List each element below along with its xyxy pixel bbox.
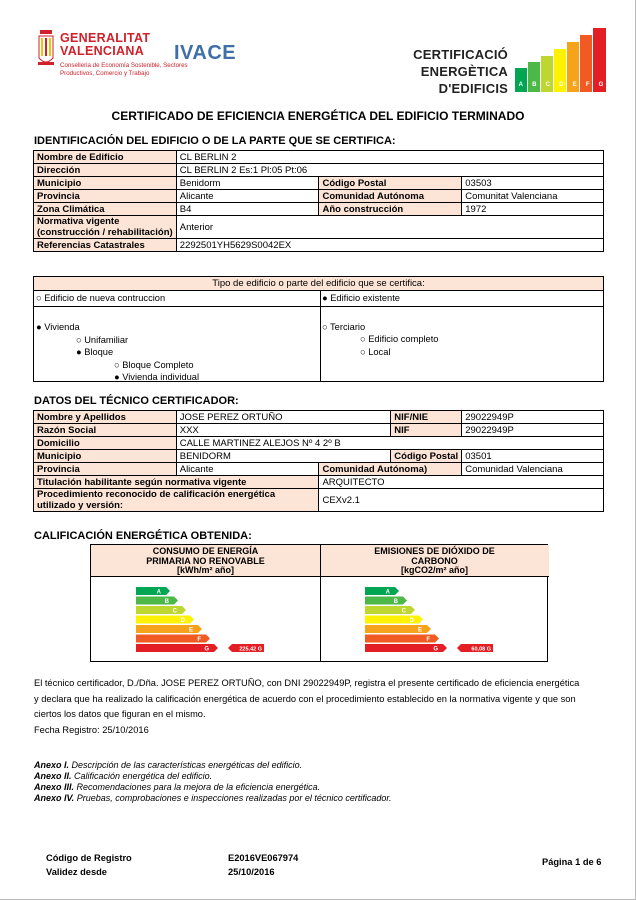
tipo-divider [320,307,321,381]
declaracion-line3: ciertos los datos que figuran en el mismo. [34,709,206,720]
ref-catastral-value: 2292501YH5629S0042EX [176,239,603,252]
certificacio-line2: ENERGÈTICA D'EDIFICIS [420,64,508,96]
anexo-2-label: Anexo II. [34,771,72,781]
emisiones-letter-a: A [385,589,390,596]
tecnico-comunidad-value: Comunidad Valenciana [462,463,604,476]
titulacion-label: Titulación habilitante según normativa vigente [34,476,319,489]
tecnico-provincia-label: Provincia [34,463,177,476]
codigo-registro-label: Código de Registro [46,853,132,863]
razon-social-label: Razón Social [34,424,177,437]
titulacion-value: ARQUITECTO [319,476,604,489]
eco-letter: D [559,82,564,88]
domicilio-value: CALLE MARTINEZ ALEJOS Nº 4 2º B [176,437,603,450]
nueva-construccion-label: Edificio de nueva contruccion [44,293,166,303]
consumo-header [91,545,320,577]
eco-letter: F [585,82,590,88]
emisiones-letter-e: E [417,627,422,634]
tecnico-comunidad-label: Comunidad Autónoma) [319,463,462,476]
direccion-label: Dirección [34,164,177,177]
consumo-letter-e: E [188,627,193,634]
consumo-bar-a [136,587,170,595]
anexo-3 [34,782,392,793]
anio-construccion-value: 1972 [462,203,604,216]
emisiones-letter-f: F [426,637,430,643]
radio-vivienda-individual[interactable]: ● Vivienda individual [114,372,200,382]
radio-unifamiliar[interactable]: ○ Unifamiliar [76,335,129,345]
tecnico-table [33,410,604,512]
emisiones-letter-g: G [433,646,438,653]
consumo-value-label: 225,42 G [239,646,262,653]
consumo-letter-b: B [164,599,169,605]
consumo-letter-a: A [156,589,161,596]
unifamiliar-label: Unifamiliar [84,335,129,345]
tecnico-heading: DATOS DEL TÉCNICO CERTIFICADOR: [34,395,239,407]
tecnico-nombre-value: JOSE PEREZ ORTUÑO [176,411,391,424]
provincia-value: Alicante [176,190,319,203]
emisiones-rating-scale [365,587,525,657]
emisiones-bar-b [365,597,407,605]
radio-bloque[interactable]: ● Bloque [76,347,114,357]
tecnico-cp-value: 03501 [462,450,604,463]
anexo-3-text: Recomendaciones para la mejora de la eficiencia energética. [76,782,321,792]
municipio-value: Benidorm [176,177,319,190]
ref-catastral-label: Referencias Catastrales [34,239,177,252]
radio-edificio-existente[interactable]: ● Edificio existente [322,293,400,303]
fecha-registro: Fecha Registro: 25/10/2016 [34,724,149,735]
nombre-edificio-label: Nombre de Edificio [34,151,177,164]
validez-value: 25/10/2016 [228,867,275,877]
bloque-completo-label: Bloque Completo [122,360,194,370]
tecnico-municipio-label: Municipio [34,450,177,463]
tecnico-municipio-value: BENIDORM [176,450,391,463]
tecnico-cp-label: Código Postal [391,450,462,463]
identificacion-table [33,150,604,252]
emisiones-bar-c [365,606,415,614]
emisiones-bar-d [365,616,423,624]
generalitat-emblem-icon [36,28,56,68]
anexo-1-text: Descripción de las características energéticas del edificio. [71,760,303,770]
conselleria-text: Conselleria de Economía Sostenible, Sectores Productivos, Comercio y Trabajo [60,62,188,77]
emisiones-bar-a [365,587,399,595]
emisiones-letter-c: C [401,608,406,615]
identificacion-heading: IDENTIFICACIÓN DEL EDIFICIO O DE LA PARTE QUE SE CERTIFICA: [34,135,396,147]
emisiones-header [320,545,549,577]
consumo-bar-b [136,597,178,605]
codigo-postal-value: 03503 [462,177,604,190]
tecnico-provincia-value: Alicante [176,463,319,476]
tipo-edificio-box [33,276,604,382]
anexos-list [34,760,392,804]
municipio-label: Municipio [34,177,177,190]
radio-vivienda[interactable]: ● Vivienda [36,322,80,332]
footer-values [228,851,298,879]
edificio-completo-label: Edificio completo [368,334,439,344]
anexo-1-label: Anexo I. [34,760,70,770]
radio-nueva-construccion[interactable]: ○ Edificio de nueva contruccion [36,293,166,303]
normativa-label: Normativa vigente (construcción / rehabilitación) [34,216,177,239]
consumo-letter-c: C [172,608,177,615]
generalitat-line2: VALENCIANA [60,44,145,58]
radio-terciario[interactable]: ○ Terciario [322,322,366,332]
consumo-letter-d: D [180,618,185,624]
calificacion-heading: CALIFICACIÓN ENERGÉTICA OBTENIDA: [34,530,252,542]
anexo-4 [34,793,392,804]
domicilio-label: Domicilio [34,437,177,450]
eco-letter: A [518,82,523,88]
declaracion-line2: y declara que ha realizado la calificación energética de acuerdo con el procedimiento establecido en la normativa vigente y que son [34,693,576,704]
eco-letter: G [598,82,604,88]
emisiones-header-unit: [kgCO2/m² año] [400,565,468,575]
consumo-header-line1: CONSUMO DE ENERGÍA [152,546,259,556]
eco-letter: B [532,82,537,88]
page-number: Página 1 de 6 [542,857,602,867]
comunidad-value: Comunitat Valenciana [462,190,604,203]
anexo-4-text: Pruebas, comprobaciones e inspecciones realizadas por el técnico certificador. [76,793,392,803]
ivace-logo: IVACE [174,42,237,64]
razon-social-value: XXX [176,424,391,437]
zona-climatica-value: B4 [176,203,319,216]
anexo-3-label: Anexo III. [34,782,75,792]
validez-label: Validez desde [46,867,107,877]
emisiones-letter-d: D [409,618,414,624]
anexo-4-label: Anexo IV. [34,793,75,803]
document-title: CERTIFICADO DE EFICIENCIA ENERGÉTICA DEL EDIFICIO TERMINADO [111,109,525,123]
consumo-rating-scale [136,587,296,657]
normativa-value: Anterior [176,216,603,239]
certificacio-line1: CERTIFICACIÓ [413,47,508,62]
direccion-value: CL BERLIN 2 Es:1 Pl:05 Pt:06 [176,164,603,177]
consumo-header-line2: PRIMARIA NO RENOVABLE [146,555,265,566]
codigo-postal-label: Código Postal [319,177,462,190]
anexo-2 [34,771,392,782]
eco-letter: C [545,82,550,88]
tecnico-nombre-label: Nombre y Apellidos [34,411,177,424]
anexo-1 [34,760,392,771]
consumo-bar-d [136,616,194,624]
vivienda-individual-label: Vivienda individual [122,372,200,382]
nif-nie-value: 29022949P [462,411,604,424]
provincia-label: Provincia [34,190,177,203]
terciario-label: Terciario [330,322,366,332]
calificacion-box [90,544,548,662]
nif-value: 29022949P [462,424,604,437]
eco-letter: E [572,82,577,88]
consumo-bar-c [136,606,186,614]
procedimiento-label: Procedimiento reconocido de calificación energética utilizado y versión: [34,489,319,512]
codigo-registro-value: E2016VE067974 [228,853,299,863]
certificacio-title [372,46,508,97]
generalitat-name [60,32,150,58]
radio-edificio-completo[interactable]: ○ Edificio completo [360,334,439,344]
tipo-edificio-heading: Tipo de edificio o parte del edificio que se certifica: [34,277,603,291]
nif-nie-label: NIF/NIE [391,411,462,424]
vivienda-label: Vivienda [44,322,80,332]
zona-climatica-label: Zona Climática [34,203,177,216]
energy-scale-letters [514,82,608,88]
comunidad-label: Comunidad Autónoma [319,190,462,203]
emisiones-header-line1: EMISIONES DE DIÓXIDO DE [374,546,495,556]
declaracion-paragraph [34,676,604,738]
local-label: Local [368,347,391,357]
emisiones-letter-b: B [393,599,398,605]
emisiones-header-line2: CARBONO [411,555,458,566]
consumo-letter-g: G [204,646,209,653]
anexo-2-text: Calificación energética del edificio. [74,771,213,781]
nombre-edificio-value: CL BERLIN 2 [176,151,603,164]
footer-labels [46,851,132,879]
nif-label: NIF [391,424,462,437]
procedimiento-value: CEXv2.1 [319,489,604,512]
radio-local[interactable]: ○ Local [360,347,391,357]
edificio-existente-label: Edificio existente [330,293,400,303]
consumo-letter-f: F [197,637,201,643]
declaracion-line1: El técnico certificador, D./Dña. JOSE PEREZ ORTUÑO, con DNI 29022949P, registra el presente certificado de eficiencia energética [34,678,580,688]
emisiones-value-label: 60,08 G [471,646,491,653]
generalitat-line1: GENERALITAT [60,31,151,45]
consumo-header-unit: [kWh/m² año] [177,565,234,575]
radio-bloque-completo[interactable]: ○ Bloque Completo [114,360,194,370]
bloque-label: Bloque [84,347,114,357]
anio-construccion-label: Año construcción [319,203,462,216]
